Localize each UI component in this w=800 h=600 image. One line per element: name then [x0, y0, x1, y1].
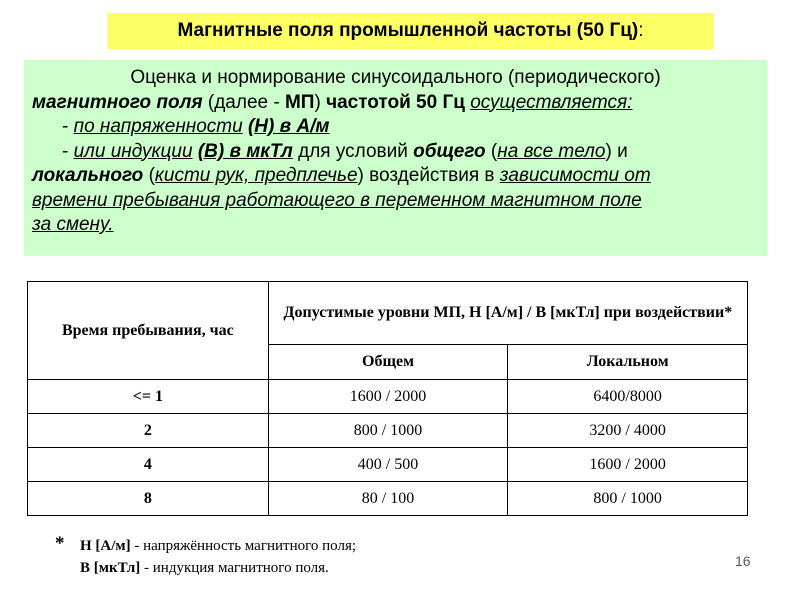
footnote-b-symbol: В [мкТл]: [80, 560, 141, 576]
intro-text: (: [143, 165, 155, 186]
intro-text: ) и: [605, 140, 628, 162]
header-levels: Допустимые уровни МП, Н [А/м] / В [мкТл] при воздействии*: [268, 282, 747, 345]
cell-local: 1600 / 2000: [508, 448, 748, 482]
footnote-h-desc: - напряжённость магнитного поля;: [130, 538, 357, 554]
intro-line-4: [32, 140, 759, 165]
cell-time: <= 1: [28, 380, 269, 414]
norms-table: [27, 281, 748, 516]
intro-text: ) воздействия в: [357, 165, 500, 186]
intro-text: (: [485, 140, 498, 162]
table-row: [28, 482, 748, 516]
intro-text: кисти рук, предплечье: [154, 165, 358, 186]
footnote-b-desc: - индукция магнитного поля.: [140, 560, 329, 576]
cell-time: 8: [28, 482, 269, 516]
table-header-row: [28, 282, 748, 345]
slide-number: 16: [735, 553, 751, 569]
cell-local: 6400/8000: [508, 380, 748, 414]
footnote: [55, 535, 356, 579]
intro-text: осуществляется:: [470, 91, 633, 113]
cell-general: 1600 / 2000: [268, 380, 508, 414]
intro-line-5: [32, 164, 759, 189]
header-local: Локальном: [508, 345, 748, 380]
intro-text: (далее -: [202, 91, 285, 113]
cell-local: 800 / 1000: [508, 482, 748, 516]
cell-time: 4: [28, 448, 269, 482]
footnote-asterisk: *: [55, 533, 65, 554]
intro-text: локального: [32, 165, 144, 186]
table-row: [28, 414, 748, 448]
cell-general: 800 / 1000: [268, 414, 508, 448]
intro-text: частотой 50 Гц: [326, 91, 465, 113]
slide-title-colon: :: [638, 20, 644, 41]
cell-general: 400 / 500: [268, 448, 508, 482]
intro-text: (Н) в А/м: [247, 116, 330, 137]
header-general: Общем: [268, 345, 508, 380]
cell-time: 2: [28, 414, 269, 448]
header-time: Время пребывания, час: [28, 282, 269, 380]
intro-text: на все тело: [497, 140, 606, 162]
table-row: [28, 448, 748, 482]
intro-text: ): [314, 91, 327, 113]
footnote-h-symbol: Н [А/м]: [80, 538, 131, 554]
intro-line-3: [32, 115, 759, 140]
intro-text: или индукции: [73, 140, 193, 162]
intro-line-2: [32, 91, 759, 116]
intro-text-box: [24, 60, 767, 256]
slide-title-box: [107, 13, 714, 49]
intro-text: -: [62, 140, 74, 162]
cell-local: 3200 / 4000: [508, 414, 748, 448]
intro-text: за смену.: [32, 214, 114, 235]
footnote-line-b: [80, 557, 356, 579]
intro-text: зависимости от: [499, 165, 651, 186]
intro-text: (В) в мкТл: [197, 140, 293, 162]
intro-text: -: [62, 116, 74, 137]
intro-text: для условий: [292, 140, 414, 162]
footnote-line-h: [80, 535, 356, 557]
intro-line-1: [32, 66, 759, 91]
intro-text: по напряженности: [73, 116, 243, 137]
intro-text: МП: [284, 91, 315, 113]
intro-line-6: [32, 189, 759, 214]
intro-text: общего: [413, 140, 486, 162]
intro-line-7: [32, 213, 759, 238]
table-row: [28, 380, 748, 414]
slide-title: Магнитные поля промышленной частоты (50 Гц): [177, 20, 639, 41]
intro-text: магнитного поля: [32, 91, 203, 113]
intro-text: времени пребывания работающего в переменном магнитном поле: [32, 189, 642, 211]
cell-general: 80 / 100: [268, 482, 508, 516]
intro-text: Оценка и нормирование синусоидального (периодического): [130, 67, 661, 88]
